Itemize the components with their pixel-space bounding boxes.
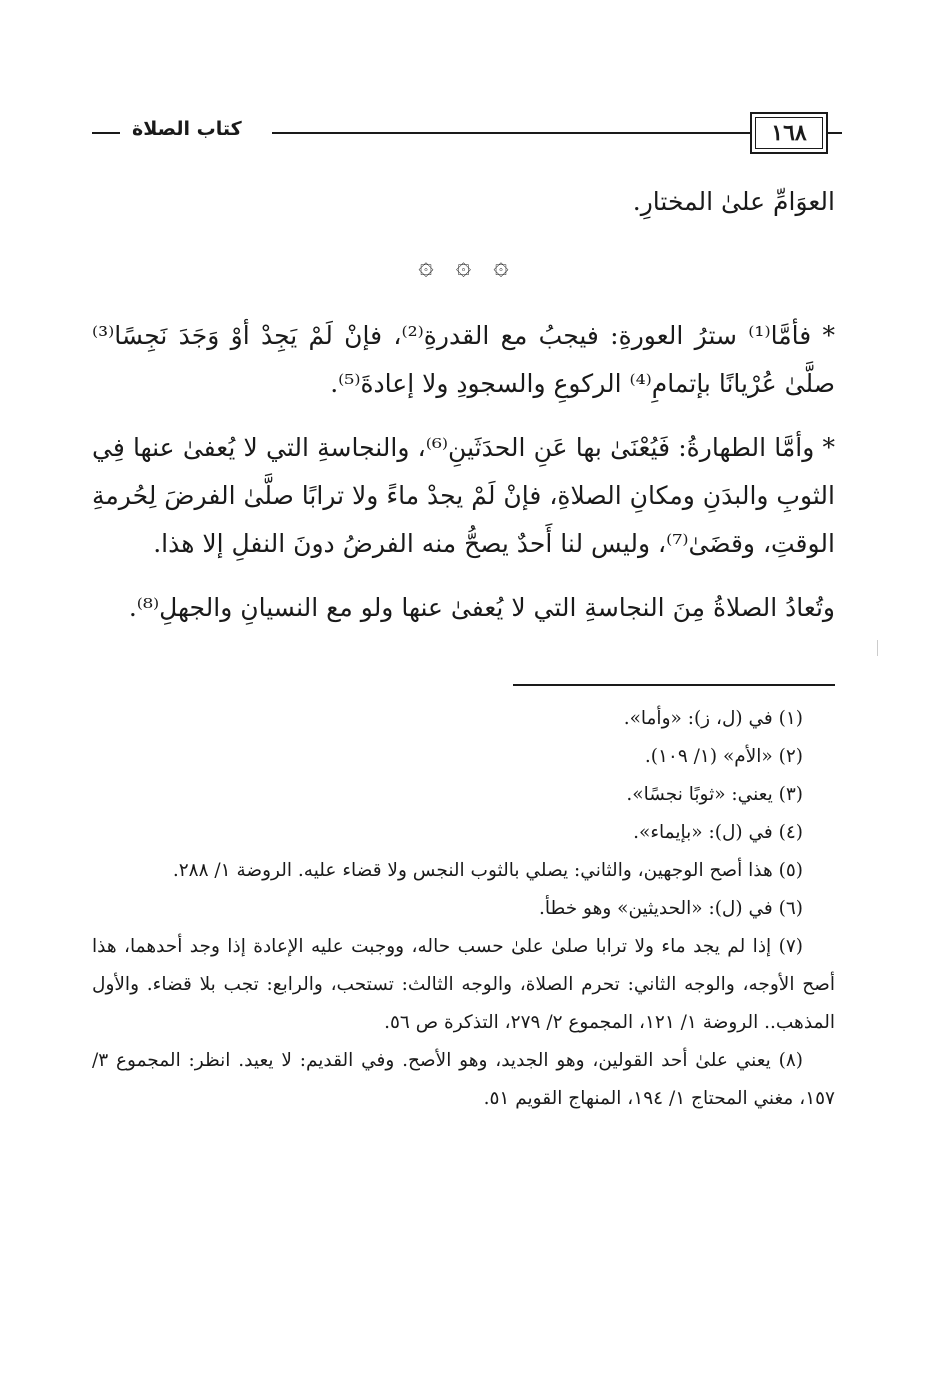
footnote-item: (٢) «الأم» (١/ ١٠٩). — [644, 746, 803, 767]
footnote-item: (١) في (ل، ز): «وأما». — [623, 708, 803, 729]
intro-line: العوَامِّ علىٰ المختارِ. — [632, 187, 835, 216]
ornament-star-icon: ۞ — [418, 251, 434, 281]
page-number-frame — [750, 112, 828, 154]
footnotes — [92, 700, 835, 1118]
footnote-item: (٧) إذا لم يجد ماء ولا ترابا صلىٰ علىٰ حسب حاله، ووجبت عليه الإعادة إذا وجد أحدهما، هذا أصح الأوجه، والوجه الثاني: تحرم الصلاة، والوجه الثالث: تستحب، والرابع: تجب بلا قضاء. والأول المذهب.. الروضة ١/ ١٢١، المجموع ٢/ ٢٧٩، التذكرة ص ٥٦. — [92, 936, 835, 1033]
footnote-item: (٦) في (ل): «الحديثين» وهو خطأ. — [539, 898, 803, 919]
main-text — [92, 178, 835, 632]
running-title: كتاب الصلاة — [132, 118, 242, 140]
margin-mark — [877, 640, 878, 656]
paragraph-tahara: * وأمَّا الطهارةُ: فَيُعْنَىٰ بها عَنِ الحدَثَينِ⁽⁶⁾، والنجاسةِ التي لا يُعفىٰ عنها فِي الثوبِ والبدَنِ ومكانِ الصلاةِ، فإنْ لَمْ يجدْ ماءً ولا ترابًا صلَّىٰ الفرضَ لِحُرمةِ الوقتِ، وقضَىٰ⁽⁷⁾، وليس لنا أَحدٌ يصحُّ منه الفرضُ دونَ النفلِ إلا هذا. — [92, 433, 835, 558]
page-number: ١٦٨ — [771, 120, 807, 146]
header-rule — [272, 132, 750, 134]
ornament-star-icon: ۞ — [455, 251, 472, 281]
ornament-star-icon: ۞ — [493, 251, 509, 281]
footnote-item: (٣) يعني: «ثوبًا نجسًا». — [626, 784, 803, 805]
page-header — [92, 112, 842, 158]
footnote-item: (٨) يعني علىٰ أحد القولين، وهو الجديد، وهو الأصح. وفي القديم: لا يعيد. انظر: المجموع ٣/ ١٥٧، مغني المحتاج ١/ ١٩٤، المنهاج القويم ٥١. — [92, 1050, 835, 1109]
paragraph-satr-al-awra: * فأمَّا⁽¹⁾ سترُ العورةِ: فيجبُ مع القدرةِ⁽²⁾، فإنْ لَمْ يَجِدْ أوْ وَجَدَ نَجِسًا⁽³⁾ صلَّىٰ عُرْيانًا بإتمامِ⁽⁴⁾ الركوعِ والسجودِ ولا إعادةَ⁽⁵⁾. — [92, 321, 836, 398]
header-tick-left — [92, 132, 120, 134]
paragraph-iada: وتُعادُ الصلاةُ مِنَ النجاسةِ التي لا يُعفىٰ عنها ولو مع النسيانِ والجهلِ⁽⁸⁾. — [128, 593, 835, 622]
footnote-item: (٥) هذا أصح الوجهين، والثاني: يصلي بالثوب النجس ولا قضاء عليه. الروضة ١/ ٢٨٨. — [172, 860, 803, 881]
header-tick-right — [828, 132, 842, 134]
footnote-separator — [513, 684, 835, 686]
footnote-item: (٤) في (ل): «بإيماء». — [633, 822, 803, 843]
section-divider — [92, 236, 835, 296]
